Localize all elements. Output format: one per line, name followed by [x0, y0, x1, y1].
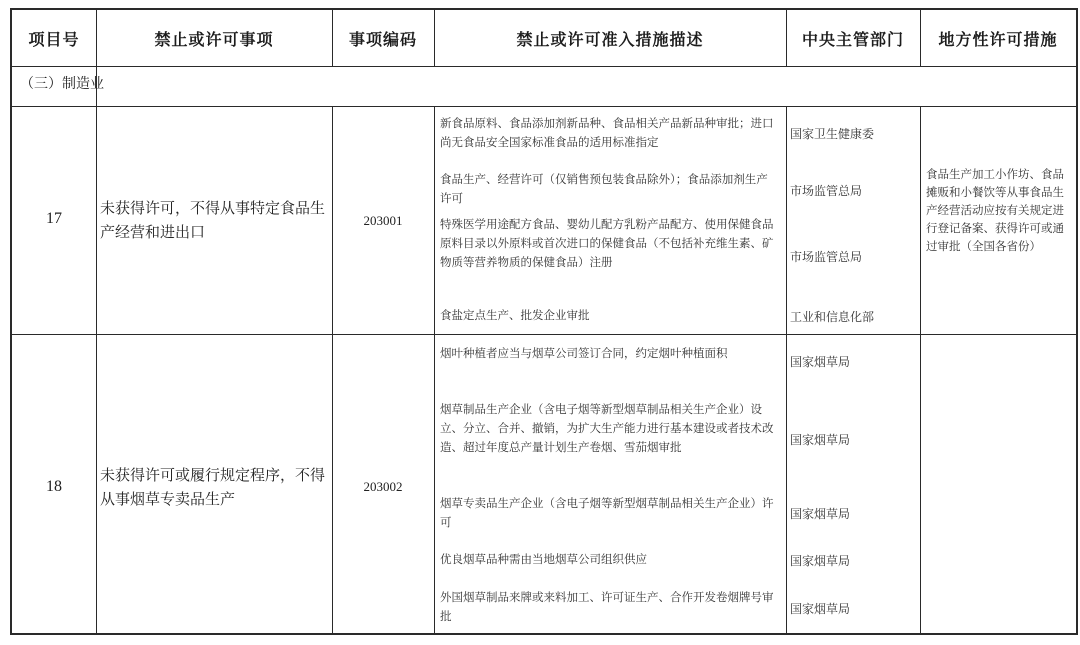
measure-description: 新食品原料、食品添加剂新品种、食品相关产品新品种审批；进口尚无食品安全国家标准食品的适用标准指定	[440, 116, 774, 149]
measure-description: 食盐定点生产、批发企业审批	[440, 308, 590, 322]
column-divider	[332, 106, 333, 633]
column-divider	[786, 106, 787, 633]
department-name: 国家烟草局	[790, 602, 851, 616]
regulation-table	[10, 8, 1078, 635]
row-divider	[12, 106, 1076, 107]
measure-description: 烟草制品生产企业（含电子烟等新型烟草制品相关生产企业）设立、分立、合并、撤销，为扩大生产能力进行基本建设或者技术改造、超过年度总产量计划生产卷烟、雪茄烟审批	[440, 402, 774, 454]
department-name: 国家烟草局	[790, 433, 851, 447]
row-divider	[12, 66, 1076, 67]
column-divider	[96, 10, 97, 633]
department-name: 工业和信息化部	[790, 310, 875, 324]
row-divider	[12, 334, 1076, 335]
section-title: （三）制造业	[20, 76, 104, 92]
column-divider	[920, 106, 921, 633]
department-name: 国家烟草局	[790, 507, 851, 521]
header-prohibited-item: 禁止或许可事项	[154, 29, 274, 49]
header-project-number: 项目号	[28, 29, 80, 49]
measure-description: 外国烟草制品来牌或来料加工、许可证生产、合作开发卷烟牌号审批	[440, 590, 774, 623]
header-central-department: 中央主管部门	[801, 29, 904, 49]
header-item-code: 事项编码	[348, 29, 417, 49]
department-name: 国家烟草局	[790, 554, 851, 568]
local-measure: 食品生产加工小作坊、食品摊贩和小餐饮等从事食品生产经营活动应按有关规定进行登记备案、获得许可或通过审批（全国各省份）	[926, 167, 1064, 253]
row-item: 未获得许可或履行规定程序，不得从事烟草专卖品生产	[100, 466, 326, 508]
measure-description: 烟叶种植者应当与烟草公司签订合同，约定烟叶种植面积	[440, 346, 728, 360]
department-name: 市场监管总局	[790, 184, 863, 198]
header-measure-description: 禁止或许可准入措施描述	[516, 29, 704, 49]
department-name: 国家烟草局	[790, 355, 851, 369]
measure-description: 食品生产、经营许可（仅销售预包装食品除外）；食品添加剂生产许可	[440, 172, 768, 205]
row-code: 203001	[363, 213, 403, 228]
header-local-measures: 地方性许可措施	[938, 29, 1058, 49]
row-number: 18	[46, 478, 62, 495]
measure-description: 优良烟草品种需由当地烟草公司组织供应	[440, 552, 647, 566]
row-code: 203002	[363, 479, 403, 494]
department-name: 市场监管总局	[790, 250, 863, 264]
column-divider	[434, 106, 435, 633]
measure-description: 烟草专卖品生产企业（含电子烟等新型烟草制品相关生产企业）许可	[440, 496, 774, 529]
row-number: 17	[46, 210, 62, 227]
department-name: 国家卫生健康委	[790, 127, 875, 141]
measure-description: 特殊医学用途配方食品、婴幼儿配方乳粉产品配方、使用保健食品原料目录以外原料或首次进口的保健食品（不包括补充维生素、矿物质等营养物质的保健食品）注册	[440, 217, 774, 269]
row-item: 未获得许可，不得从事特定食品生产经营和进出口	[100, 199, 326, 241]
